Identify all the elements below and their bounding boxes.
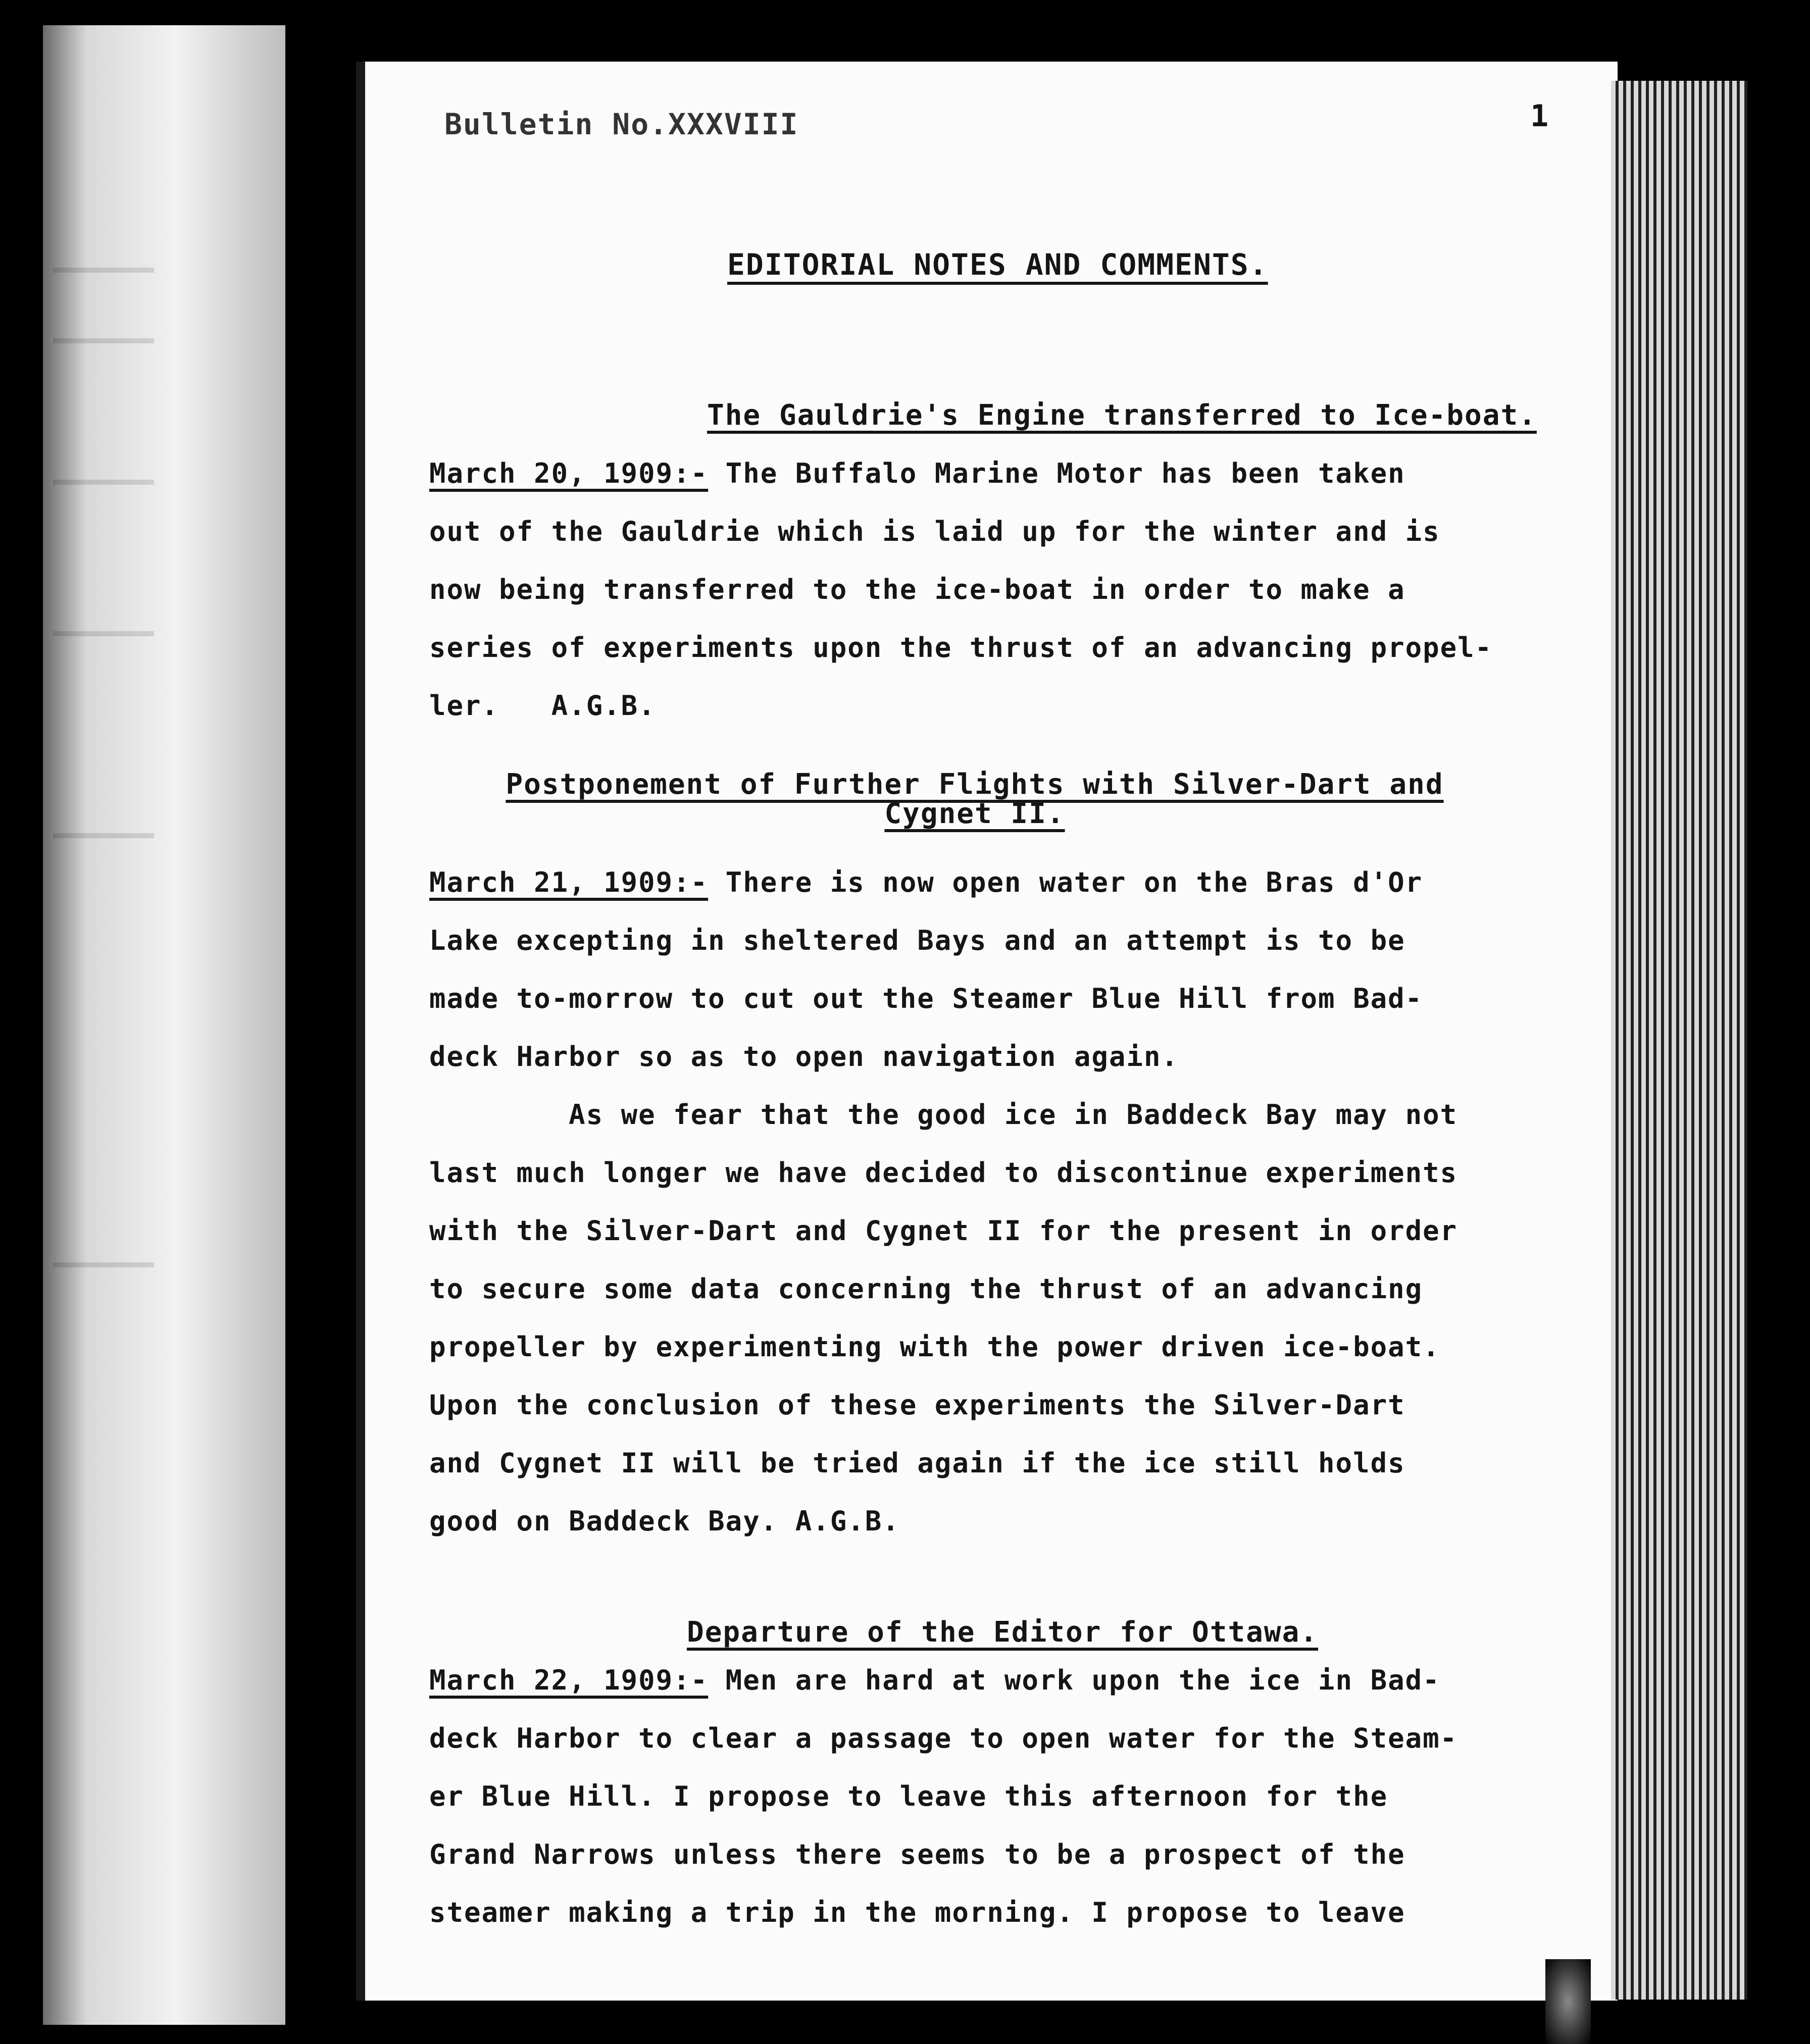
page-content (429, 0, 1591, 2044)
faint-text-trace (53, 833, 154, 838)
section-paragraph (429, 444, 1561, 735)
entry-date: March 21, 1909:- (429, 866, 709, 898)
section-heading: Postponement of Further Flights with Silver-Dart and Cygnet II. (506, 768, 1444, 830)
entry-date: March 20, 1909:- (429, 457, 709, 489)
section-paragraph: As we fear that the good ice in Baddeck Bay may not last much longer we have decided to discontinue experiments with the Silver-Dart and Cygnet II for the present in order to secure some data concerning the thrust of an advancing propeller by experimenting with the power driven ice-boat. Upon the conclusion of these experiments the Silver-Dart and Cygnet II will be tried again if the ice still holds good on Baddeck Bay. A.G.B. (429, 1099, 1458, 1537)
entry-date: March 22, 1909:- (429, 1664, 709, 1696)
bulletin-number: Bulletin No.XXXVIII (444, 107, 799, 141)
binder-clip (1545, 1959, 1591, 2044)
section-paragraph (429, 1651, 1561, 1941)
page-title: EDITORIAL NOTES AND COMMENTS. (727, 247, 1268, 282)
faint-text-trace (53, 631, 154, 636)
facing-page (43, 25, 285, 2025)
faint-text-trace (53, 268, 154, 273)
entry-text: The Buffalo Marine Motor has been taken out of the Gauldrie which is laid up for the winter and is now being transferred to the ice-boat in order to make a series of experiments upon the thrust of an advancing propel- ler. A.G.B. (429, 457, 1493, 722)
page-number: 1 (1530, 98, 1549, 134)
page-edges (1611, 81, 1747, 2000)
entry-text: Men are hard at work upon the ice in Bad- deck Harbor to clear a passage to open water for the Steam- er Blue Hill. I propose to leave this afternoon for the Grand Narrows unless there seems to be a prospect of the steamer making a trip in the morning. I propose to leave (429, 1664, 1458, 1928)
section-heading: Departure of the Editor for Ottawa. (687, 1616, 1319, 1649)
faint-text-trace (53, 480, 154, 485)
section-heading: The Gauldrie's Engine transferred to Ice-boat. (707, 399, 1537, 432)
faint-text-trace (53, 338, 154, 343)
section-paragraph (429, 853, 1561, 1086)
faint-text-trace (53, 1262, 154, 1267)
entry-text: There is now open water on the Bras d'Or Lake excepting in sheltered Bays and an attempt is to be made to-morrow to cut out the Steamer Blue Hill from Bad- deck Harbor so as to open navigation again. (429, 866, 1423, 1072)
